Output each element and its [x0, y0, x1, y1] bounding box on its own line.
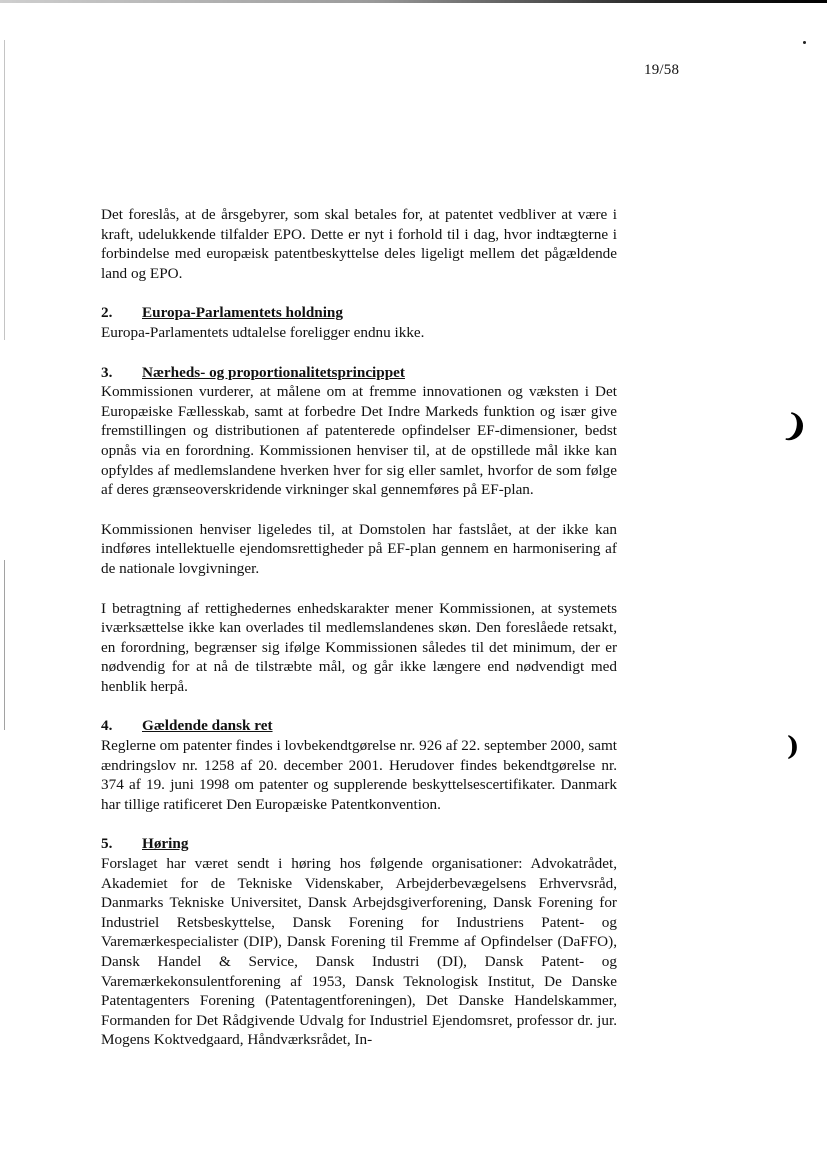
section-heading: [101, 303, 617, 323]
section-naerheds-og-proportionalitetsprincippet: [101, 363, 617, 697]
section-paragraph: Europa-Parlamentets udtalelse foreligger endnu ikke.: [101, 323, 425, 341]
scan-left-edge: [4, 40, 5, 340]
intro-paragraph: Det foreslås, at de årsgebyrer, som skal betales for, at patentet vedbliver at være i kraft, udelukkende tilfalder EPO. Dette er nyt i forhold til i dag, hvor indtægterne i forbindelse med europæisk patentbeskyttelse deles ligeligt mellem det pågældende land og EPO.: [101, 206, 617, 282]
scan-left-edge-lower: [4, 560, 5, 730]
section-europa-parlamentets-holdning: [101, 303, 617, 342]
section-number: 3.: [101, 363, 113, 381]
section-hoering: [101, 834, 617, 1050]
section-heading: [101, 716, 617, 736]
section-title: Europa-Parlamentets holdning: [142, 304, 343, 322]
section-heading: [101, 363, 617, 383]
section-gaeldende-dansk-ret: [101, 716, 617, 814]
section-paragraph: Kommissionen henviser ligeledes til, at Domstolen har fastslået, at der ikke kan indføres intellektuelle ejendomsrettigheder på EF-plan gennem en harmonisering af de nationale lovgivninger.: [101, 520, 617, 577]
page-number: 19/58: [644, 62, 680, 78]
section-paragraph: Kommissionen vurderer, at målene om at fremme innovationen og væksten i Det Europæiske Fællesskab, samt at forbedre Det Indre Markeds funktion og især give fremstillingen og distributionen af patenterede opfindelser EF-dimensioner, bedst opnås via en forordning. Kommissionen henviser til, at de opstillede mål ikke kan opfyldes af medlemslandene hverken hver for sig eller samlet, hvorfor de som følge af deres grænseoverskridende virkninger skal gennemføres på EF-plan.: [101, 383, 617, 499]
margin-hole-mark: ❩: [779, 407, 812, 448]
section-title: Høring: [142, 835, 189, 853]
scan-top-edge: [0, 0, 827, 3]
section-number: 4.: [101, 717, 113, 735]
margin-hole-mark-lower: ): [787, 732, 800, 762]
section-paragraph: I betragtning af rettighedernes enhedskarakter mener Kommissionen, at systemets iværksættelse ikke kan overlades til medlemslandenes skøn. Den foreslåede retsakt, en forordning, begrænser sig ifølge Kommissionen således til det minimum, der er nødvendig for at nå de tilstræbte mål, og går ikke længere end nødvendigt med henblik herpå.: [101, 599, 617, 695]
section-heading: [101, 834, 617, 854]
section-title: Nærheds- og proportionalitetsprincippet: [142, 363, 405, 381]
document-body: [101, 205, 617, 1070]
section-paragraph: Forslaget har været sendt i høring hos følgende organisationer: Advokatrådet, Akademiet for de Tekniske Videnskaber, Arbejderbevægelsens Erhvervsråd, Danmarks Tekniske Universitet, Dansk Arbejdsgiverforening, Dansk Forening for Industriel Retsbeskyttelse, Dansk Forening for Industriens Patent- og Varemærkespecialister (DIP), Dansk Forening til Fremme af Opfindelser (DaFFO), Dansk Handel & Service, Dansk Industri (DI), Dansk Patent- og Varemærkekonsulentforening af 1953, Dansk Teknologisk Institut, De Danske Patentagenters Forening (Patentagentforeningen), Det Danske Handelskammer, Formanden for Det Rådgivende Udvalg for Industriel Ejendomsret, professor dr. jur. Mogens Koktvedgaard, Håndværksrådet, In-: [101, 855, 617, 1049]
section-number: 5.: [101, 835, 113, 853]
scan-speck: [803, 41, 806, 44]
section-number: 2.: [101, 304, 113, 322]
section-title: Gældende dansk ret: [142, 717, 273, 735]
section-paragraph: Reglerne om patenter findes i lovbekendtgørelse nr. 926 af 22. september 2000, samt ændringslov nr. 1258 af 20. december 2001. Herudover findes bekendtgørelse nr. 374 af 19. juni 1998 om patenter og supplerende beskyttelsescertifikater. Danmark har tillige ratificeret Den Europæiske Patentkonvention.: [101, 737, 617, 813]
